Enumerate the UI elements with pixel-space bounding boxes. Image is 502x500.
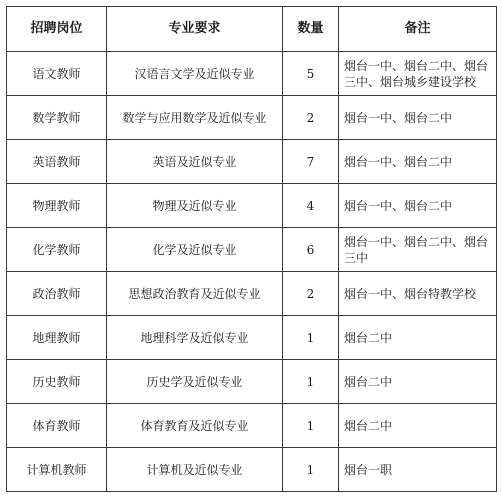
cell-major: 物理及近似专业 — [107, 184, 283, 228]
table-row — [7, 448, 497, 492]
table-row — [7, 228, 497, 272]
cell-count: 1 — [283, 404, 339, 448]
table-row — [7, 184, 497, 228]
cell-count: 1 — [283, 448, 339, 492]
cell-position: 语文教师 — [7, 52, 107, 96]
cell-position: 政治教师 — [7, 272, 107, 316]
cell-major: 地理科学及近似专业 — [107, 316, 283, 360]
cell-major: 计算机及近似专业 — [107, 448, 283, 492]
table-row — [7, 52, 497, 96]
cell-note: 烟台一中、烟台二中、烟台三中 — [339, 228, 497, 272]
cell-major: 历史学及近似专业 — [107, 360, 283, 404]
cell-note: 烟台二中 — [339, 360, 497, 404]
cell-major: 汉语言文学及近似专业 — [107, 52, 283, 96]
cell-position: 地理教师 — [7, 316, 107, 360]
cell-position: 英语教师 — [7, 140, 107, 184]
cell-major: 化学及近似专业 — [107, 228, 283, 272]
cell-position: 计算机教师 — [7, 448, 107, 492]
cell-note: 烟台一中、烟台二中 — [339, 96, 497, 140]
header-row — [7, 7, 497, 52]
table-row — [7, 272, 497, 316]
header-major: 专业要求 — [107, 7, 283, 52]
cell-note: 烟台一中、烟台二中 — [339, 184, 497, 228]
cell-major: 英语及近似专业 — [107, 140, 283, 184]
cell-major: 数学与应用数学及近似专业 — [107, 96, 283, 140]
table-row — [7, 96, 497, 140]
cell-count: 1 — [283, 360, 339, 404]
table-row — [7, 404, 497, 448]
recruitment-table-container — [6, 6, 497, 492]
cell-major: 体育教育及近似专业 — [107, 404, 283, 448]
cell-count: 1 — [283, 316, 339, 360]
cell-major: 思想政治教育及近似专业 — [107, 272, 283, 316]
cell-position: 体育教师 — [7, 404, 107, 448]
header-position: 招聘岗位 — [7, 7, 107, 52]
table-header — [7, 7, 497, 52]
cell-count: 7 — [283, 140, 339, 184]
table-row — [7, 140, 497, 184]
cell-note: 烟台一中、烟台特教学校 — [339, 272, 497, 316]
header-note: 备注 — [339, 7, 497, 52]
cell-note: 烟台二中 — [339, 404, 497, 448]
table-row — [7, 316, 497, 360]
table-body — [7, 52, 497, 492]
header-count: 数量 — [283, 7, 339, 52]
cell-note: 烟台二中 — [339, 316, 497, 360]
cell-note: 烟台一中、烟台二中、烟台三中、烟台城乡建设学校 — [339, 52, 497, 96]
cell-position: 物理教师 — [7, 184, 107, 228]
cell-count: 4 — [283, 184, 339, 228]
cell-position: 数学教师 — [7, 96, 107, 140]
recruitment-table — [6, 6, 497, 492]
cell-position: 化学教师 — [7, 228, 107, 272]
cell-note: 烟台一职 — [339, 448, 497, 492]
cell-count: 6 — [283, 228, 339, 272]
cell-count: 2 — [283, 96, 339, 140]
cell-position: 历史教师 — [7, 360, 107, 404]
table-row — [7, 360, 497, 404]
cell-count: 5 — [283, 52, 339, 96]
cell-note: 烟台一中、烟台二中 — [339, 140, 497, 184]
cell-count: 2 — [283, 272, 339, 316]
